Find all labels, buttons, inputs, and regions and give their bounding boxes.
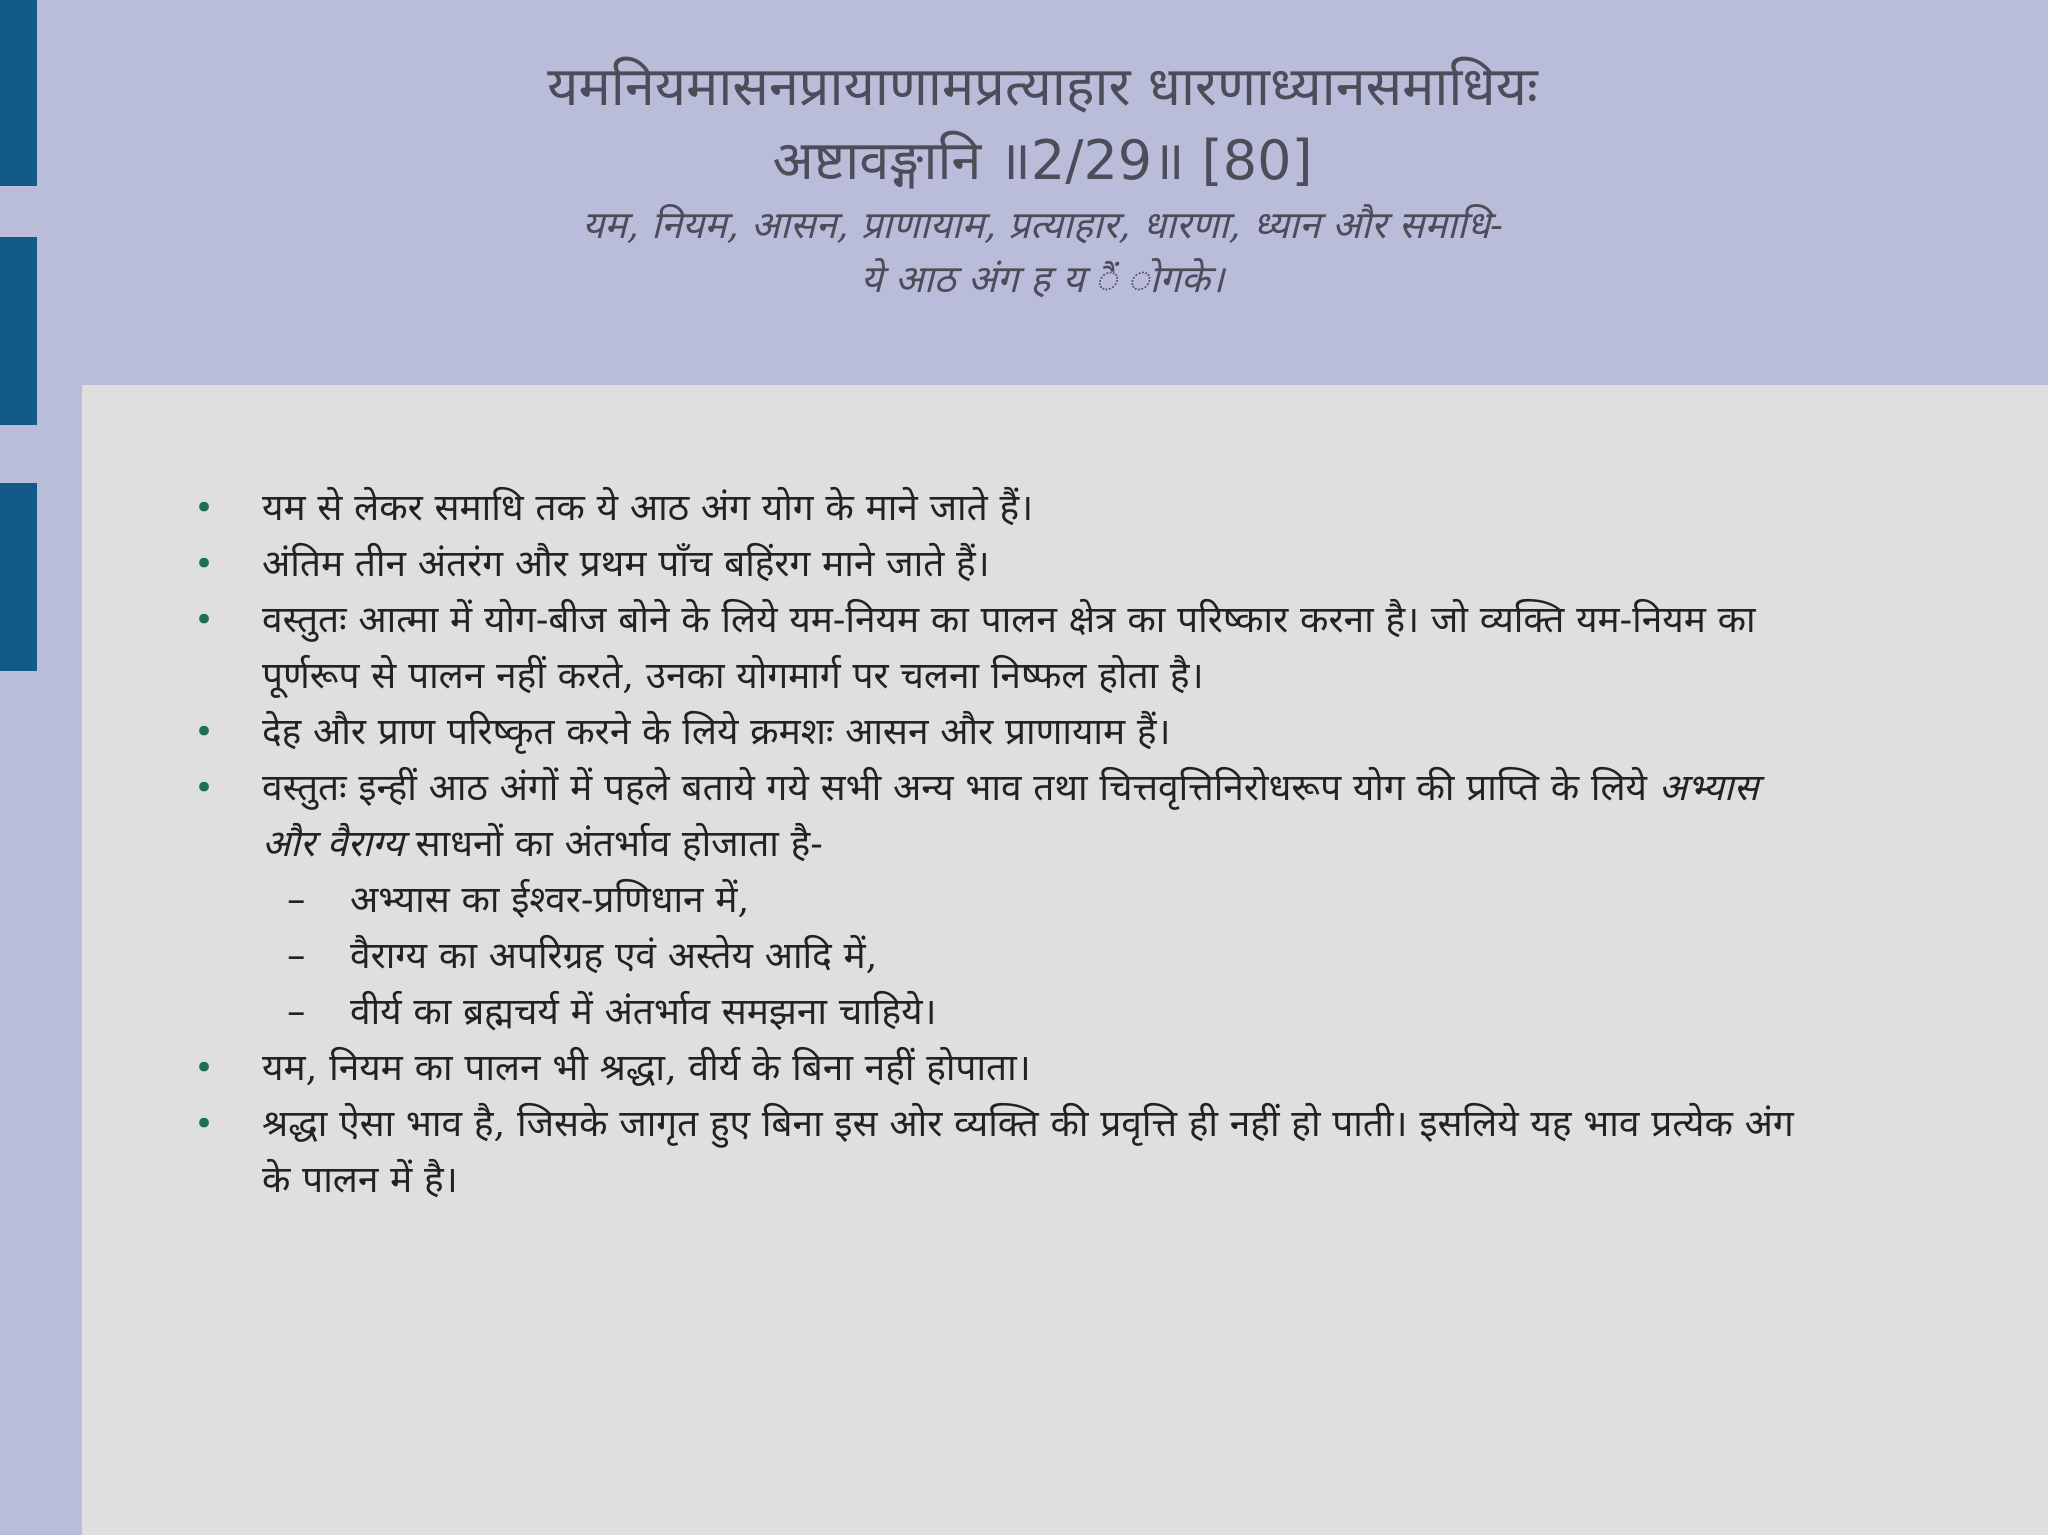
- bullet-dot-icon: •: [194, 1104, 215, 1144]
- bullet-item: [82, 1096, 2048, 1208]
- sub-item-text: अभ्यास का ईश्वर-प्रणिधान में,: [350, 878, 750, 921]
- bullet-dot-icon: •: [194, 488, 215, 528]
- slide-subtitle-line-1: यम, नियम, आसन, प्राणायाम, प्रत्याहार, धारणा, ध्यान और समाधि-: [582, 203, 1503, 247]
- bullet-dot-icon: •: [194, 1048, 215, 1088]
- content-panel: [82, 385, 2048, 1535]
- bullet-text: श्रद्धा ऐसा भाव है, जिसके जागृत हुए बिना इस ओर व्यक्ति की प्रवृत्ति ही नहीं हो पाती। इसलिये यह भाव प्रत्येक अंग के पालन में है।: [262, 1102, 1794, 1201]
- sub-item-text: वैराग्य का अपरिग्रह एवं अस्तेय आदि में,: [350, 934, 878, 977]
- bullet-list: [82, 480, 2048, 1208]
- bullet-dot-icon: •: [194, 544, 215, 584]
- bullet-text: यम, नियम का पालन भी श्रद्धा, वीर्य के बिना नहीं होपाता।: [262, 1046, 1031, 1089]
- bullet-text: अंतिम तीन अंतरंग और प्रथम पाँच बहिंरग माने जाते हैं।: [262, 542, 990, 585]
- sub-list-item: [82, 872, 2048, 928]
- bullet-text-part: साधनों का अंतर्भाव होजाता है-: [403, 822, 823, 865]
- bullet-dot-icon: •: [194, 712, 215, 752]
- left-accent-bar-top: [0, 0, 37, 186]
- bullet-dot-icon: •: [194, 768, 215, 808]
- dash-icon: –: [287, 990, 306, 1033]
- left-accent-bar-bottom: [0, 483, 37, 671]
- bullet-text-part: वस्तुतः इन्हीं आठ अंगों में पहले बताये गये सभी अन्य भाव तथा चित्तवृत्तिनिरोधरूप योग की प्राप्ति के लिये: [262, 766, 1659, 809]
- sub-list-item: [82, 984, 2048, 1040]
- bullet-text: वस्तुतः आत्मा में योग-बीज बोने के लिये यम-नियम का पालन क्षेत्र का परिष्कार करना है। जो व्यक्ति यम-नियम का पूर्णरूप से पालन नहीं करते, उनका योगमार्ग पर चलना निष्फल होता है।: [262, 598, 1756, 697]
- bullet-text: देह और प्राण परिष्कृत करने के लिये क्रमशः आसन और प्राणायाम हैं।: [262, 710, 1171, 753]
- bullet-item: [82, 760, 2048, 872]
- bullet-text: यम से लेकर समाधि तक ये आठ अंग योग के माने जाते हैं।: [262, 486, 1034, 529]
- sub-list-item: [82, 928, 2048, 984]
- slide-title-line-2: अष्टावङ्गानि ॥2/29॥ [80]: [772, 129, 1313, 192]
- bullet-item: [82, 704, 2048, 760]
- bullet-dot-icon: •: [194, 600, 215, 640]
- slide-title-area: [37, 0, 2048, 385]
- bullet-item: [82, 536, 2048, 592]
- sub-item-text: वीर्य का ब्रह्मचर्य में अंतर्भाव समझना चाहिये।: [350, 990, 937, 1033]
- bullet-item: [82, 1040, 2048, 1096]
- bullet-text-emphasis: अभ्यास और वैराग्य: [262, 766, 1759, 865]
- slide-subtitle-line-2: ये आठ अंग ह य ैं ोगके।: [860, 257, 1225, 301]
- bullet-item: [82, 592, 2048, 704]
- bullet-item: [82, 480, 2048, 536]
- dash-icon: –: [287, 878, 306, 921]
- dash-icon: –: [287, 934, 306, 977]
- slide-title-line-1: यमनियमासनप्रायाणामप्रत्याहार धारणाध्यानसमाधियः: [547, 55, 1538, 118]
- left-accent-bar-middle: [0, 237, 37, 425]
